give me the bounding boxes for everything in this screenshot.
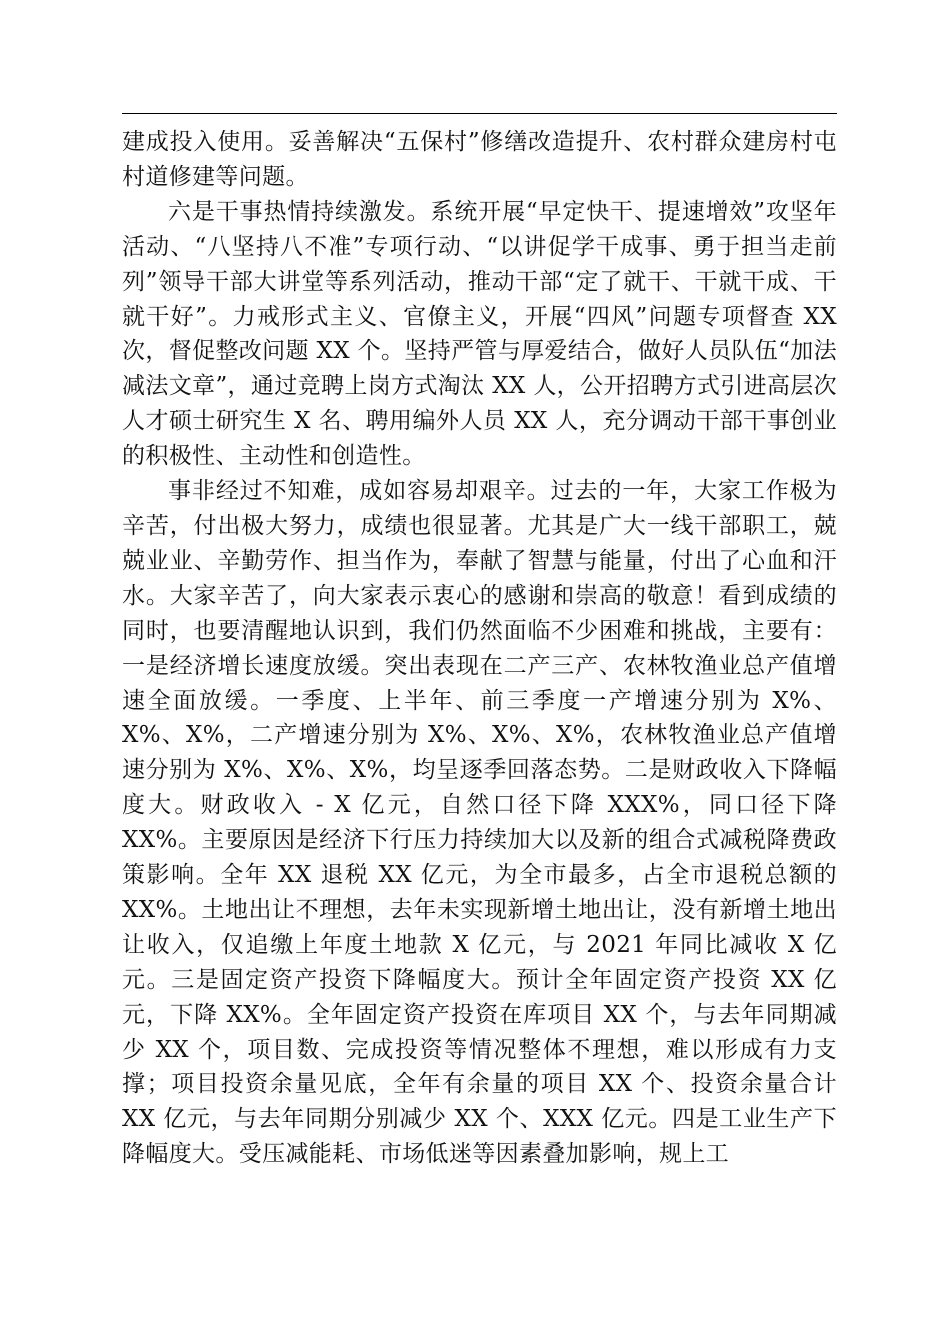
paragraph-continuation: 建成投入使用。妥善解决“五保村”修缮改造提升、农村群众建房村屯村道修建等问题。: [122, 129, 837, 190]
paragraph-work-enthusiasm: 六是干事热情持续激发。系统开展“早定快干、提速增效”攻坚年活动、“八坚持八不准”专项行动、“以讲促学干成事、勇于担当走前列”领导干部大讲堂等系列活动，推动干部“定了就干、干就干成、干就干好”。力戒形式主义、官僚主义，开展“四风”问题专项督查 XX 次，督促整改问题 XX 个。坚持严管与厚爱结合，做好人员队伍“加法减法文章”，通过竞聘上岗方式淘汰 XX 人，公开招聘方式引进高层次人才硕士研究生 X 名、聘用编外人员 XX 人，充分调动干部干事创业的积极性、主动性和创造性。: [122, 198, 837, 470]
paragraph-difficulties: 事非经过不知难，成如容易却艰辛。过去的一年，大家工作极为辛苦，付出极大努力，成绩也很显著。尤其是广大一线干部职工，兢兢业业、辛勤劳作、担当作为，奉献了智慧与能量，付出了心血和汗水。大家辛苦了，向大家表示衷心的感谢和崇高的敬意！看到成绩的同时，也要清醒地认识到，我们仍然面临不少困难和挑战，主要有：一是经济增长速度放缓。突出表现在二产三产、农林牧渔业总产值增速全面放缓。一季度、上半年、前三季度一产增速分别为 X%、X%、X%，二产增速分别为 X%、X%、X%，农林牧渔业总产值增速分别为 X%、X%、X%，均呈逐季回落态势。二是财政收入下降幅度大。财政收入 - X 亿元，自然口径下降 XXX%，同口径下降 XX%。主要原因是经济下行压力持续加大以及新的组合式减税降费政策影响。全年 XX 退税 XX 亿元，为全市最多，占全市退税总额的 XX%。土地出让不理想，去年未实现新增土地出让，没有新增土地出让收入，仅追缴上年度土地款 X 亿元，与 2021 年同比减收 X 亿元。三是固定资产投资下降幅度大。预计全年固定资产投资 XX 亿元，下降 XX%。全年固定资产投资在库项目 XX 个，与去年同期减少 XX 个，项目数、完成投资等情况整体不理想，难以形成有力支撑；项目投资余量见底，全年有余量的项目 XX 个、投资余量合计 XX 亿元，与去年同期分别减少 XX 个、XXX 亿元。四是工业生产下降幅度大。受压减能耗、市场低迷等因素叠加影响，规上工: [122, 478, 837, 1168]
document-body: [122, 125, 837, 1172]
header-divider: [122, 113, 837, 114]
